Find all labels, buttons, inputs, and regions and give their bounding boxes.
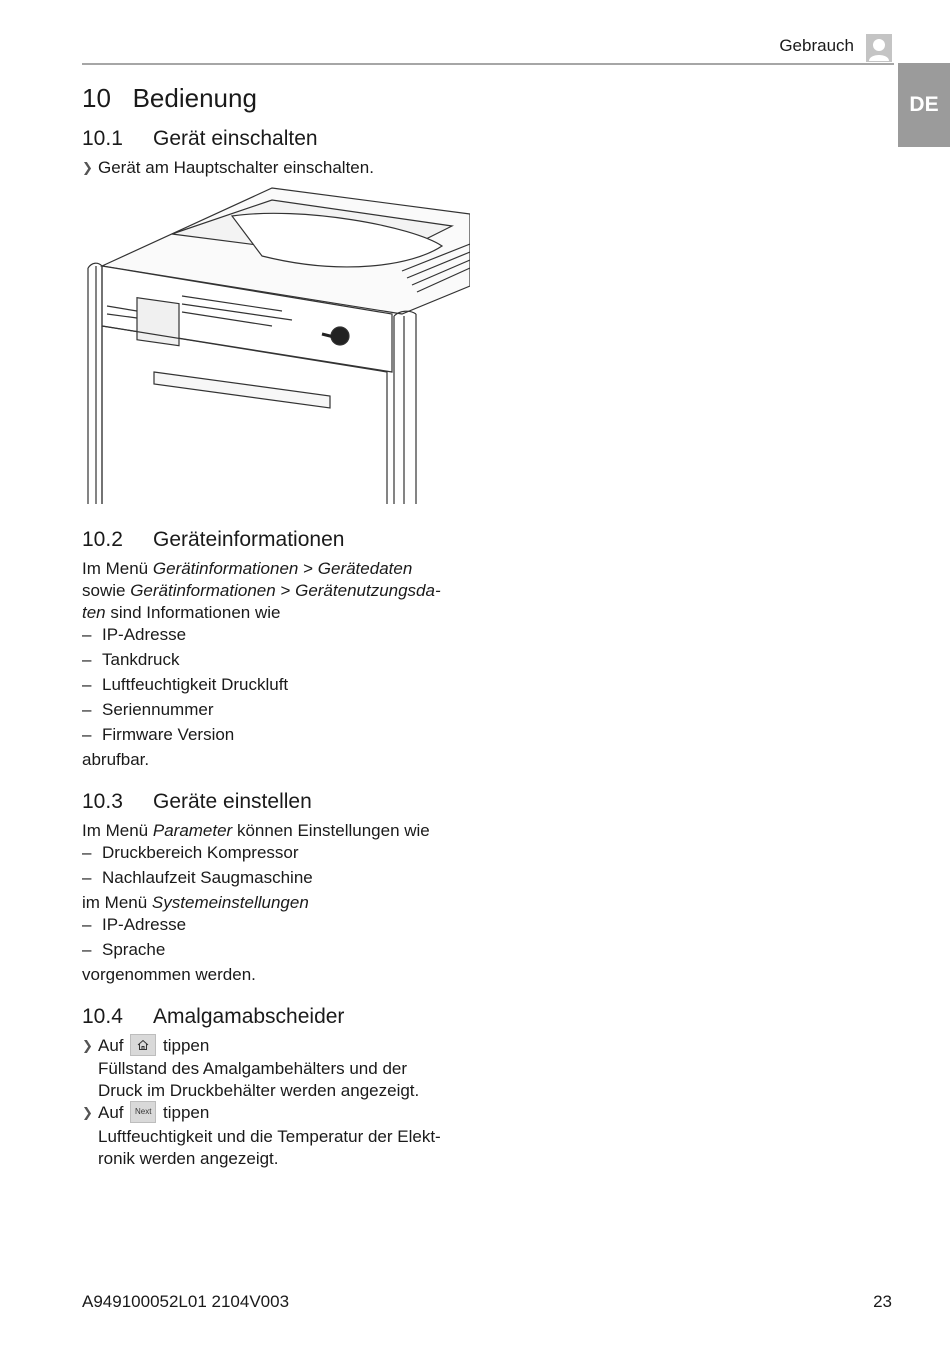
step-description: Luftfeuchtigkeit und die Temperatur der Elekt- [98,1127,441,1146]
menu-name: Gerätenutzungsda- [295,581,441,600]
section-title: Geräte einstellen [153,790,312,813]
section-title: Geräteinformationen [153,528,345,551]
language-tab: DE [898,63,950,147]
device-illustration [82,186,470,504]
section-heading-10-3 [82,790,312,814]
section-title: Gerät einschalten [153,127,318,150]
paragraph-line: vorgenommen werden. [82,965,256,984]
section-number: 10.2 [82,528,123,551]
section-heading-10-2 [82,528,344,552]
step-description: ronik werden angezeigt. [98,1149,279,1168]
paragraph-line: abrufbar. [82,750,150,769]
header-section-label: Gebrauch [779,36,854,55]
section-number: 10.4 [82,1005,123,1028]
footer-doc-id: A949100052L01 2104V003 [82,1292,290,1311]
paragraph-line: ten sind Informationen wie [82,603,281,622]
paragraph-line: im Menü Systemeinstellungen [82,893,309,912]
menu-name: ten [82,603,106,622]
section-title: Amalgamabscheider [153,1005,345,1028]
step-arrow-icon: ❯ [82,1038,93,1053]
home-icon[interactable] [130,1034,156,1056]
header-rule [82,63,894,65]
section-heading-10-1 [82,127,318,151]
user-icon [866,34,892,62]
chapter-number: 10 [82,83,111,113]
section-heading-10-4 [82,1005,344,1029]
menu-name: Gerätedaten [317,559,413,578]
next-button[interactable]: Next [130,1101,156,1123]
chapter-heading [82,83,257,114]
section-number: 10.1 [82,127,123,150]
section-number: 10.3 [82,790,123,813]
paragraph-line: sowie Gerätinformationen > Gerätenutzungsda- [82,581,441,600]
menu-name: Gerätinformationen [130,581,276,600]
menu-name: Parameter [152,821,233,840]
paragraph-line: Im Menü Parameter können Einstellungen wie [82,821,430,840]
paragraph-line: Im Menü Gerätinformationen > Gerätedaten [82,559,413,578]
menu-name: Systemeinstellungen [151,893,309,912]
chapter-title: Bedienung [132,83,257,113]
page-number: 23 [873,1292,892,1311]
step-description: Füllstand des Amalgambehälters und der [98,1059,408,1078]
step-arrow-icon: ❯ [82,1105,93,1120]
step-arrow-icon: ❯ [82,160,93,175]
step-description: Druck im Druckbehälter werden angezeigt. [98,1081,420,1100]
menu-name: Gerätinformationen [152,559,299,578]
